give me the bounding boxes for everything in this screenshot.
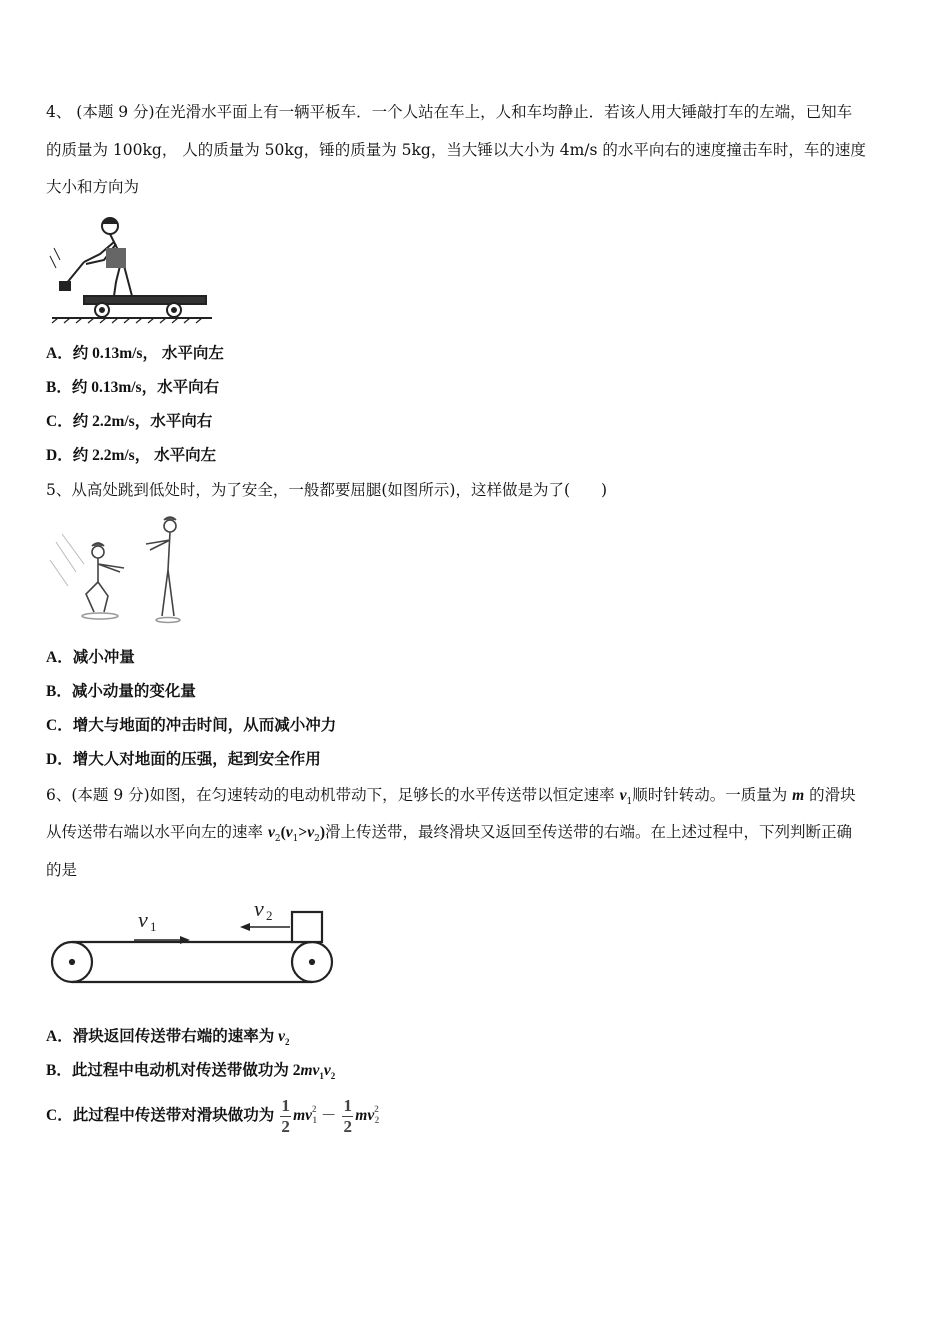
q6-line1-m: m [792,787,805,804]
conveyor-belt-figure [44,894,344,994]
q6-line2-va: v [285,824,293,841]
q5-option-d: D．增大人对地面的压强，起到安全作用 [46,751,321,768]
q6-line1-post: 的滑块 [804,786,856,804]
q6-line2-post: 滑上传送带，最终滑块又返回至传送带的右端。在上述过程中，下列判断正确 [325,823,853,841]
q5-option-c: C．增大与地面的冲击时间，从而减小冲力 [46,717,337,734]
q6-stem-line1 [46,785,856,812]
frac2-num: 1 [343,1095,353,1115]
q4-stem-line1: 4、 (本题 9 分)在光滑水平面上有一辆平板车．一个人站在车上，人和车均静止．若该人用大锤敲打车的左端，已知车 [46,103,853,121]
q5-option-b: B．减小动量的变化量 [46,683,196,700]
q6-opta-v: v [278,1028,285,1045]
q6-line2-close: ) [319,824,325,841]
q6-line1-pre: 6、(本题 9 分)如图，在匀速转动的电动机带动下，足够长的水平传送带以恒定速率 [46,786,620,804]
q6-line2-v2: v [267,824,275,841]
frac1-num: 1 [281,1095,290,1115]
frac2-den: 2 [343,1116,353,1136]
q6-line2-sb: 2 [314,834,320,845]
q6-optc-sup1: 2 [312,1104,317,1114]
q6-stem-line3: 的是 [46,861,78,879]
q6-optc-mv2: mv [355,1107,375,1124]
fig-v1-label: v [138,907,148,932]
fig-v1-sub: 1 [150,919,157,934]
fraction-half-2 [342,1097,353,1136]
q6-optb-s1: 1 [319,1071,324,1082]
fig-v2-sub: 2 [266,908,273,923]
fig-v2-label: v [254,896,264,921]
q6-optc-mv1: mv [293,1107,313,1124]
q6-optb-v: v [323,1062,331,1079]
q6-line2-gt: > [298,824,308,841]
q6-optc-text: C．此过程中传送带对滑块做功为 [46,1107,275,1124]
q6-line2-sa: 1 [292,834,299,845]
q6-line2-paren: ( [280,824,286,841]
q6-stem-line2 [46,822,852,849]
q6-line1-v: v [619,787,627,804]
q4-option-b: B．约 0.13m/s，水平向右 [46,379,220,396]
frac1-den: 2 [281,1116,290,1136]
q6-optc-sub2: 2 [374,1115,380,1125]
q5-option-a: A．减小冲量 [46,649,135,666]
q6-line1-sub: 1 [626,797,633,808]
q6-option-a [46,1027,289,1052]
q6-option-c [46,1096,379,1137]
q4-option-c: C．约 2.2m/s，水平向右 [46,413,213,430]
jumping-figure [46,512,186,630]
q6-option-b [46,1061,335,1086]
q6-line1-mid: 顺时针转动。一质量为 [632,786,793,804]
q6-opta-text: A．滑块返回传送带右端的速率为 [46,1028,279,1045]
q6-line2-pre: 从传送带右端以水平向左的速率 [46,823,268,841]
q5-stem-line1: 5、从高处跳到低处时，为了安全，一般都要屈腿(如图所示)，这样做是为了( ) [46,481,608,499]
q4-option-a: A．约 0.13m/s， 水平向左 [46,345,224,362]
hammer-cart-figure [44,212,216,324]
q6-line2-s2: 2 [274,834,281,845]
q6-optc-sub1: 1 [312,1115,318,1125]
q4-option-d: D．约 2.2m/s， 水平向左 [46,447,217,464]
q6-optb-mv: mv [300,1062,320,1079]
q4-stem-line3: 大小和方向为 [46,178,140,196]
q6-optb-s2: 2 [330,1071,336,1082]
q6-optc-sup2: 2 [374,1104,379,1114]
minus-sign: － [320,1107,337,1124]
q6-optb-text: B．此过程中电动机对传送带做功为 2 [46,1062,301,1079]
q6-opta-sub: 2 [284,1037,290,1048]
q6-line2-vb: v [307,824,315,841]
q4-stem-line2: 的质量为 100kg， 人的质量为 50kg，锤的质量为 5kg，当大锤以大小为 4m/s 的水平向右的速度撞击车时，车的速度 [46,141,866,159]
fraction-half-1 [280,1097,291,1136]
